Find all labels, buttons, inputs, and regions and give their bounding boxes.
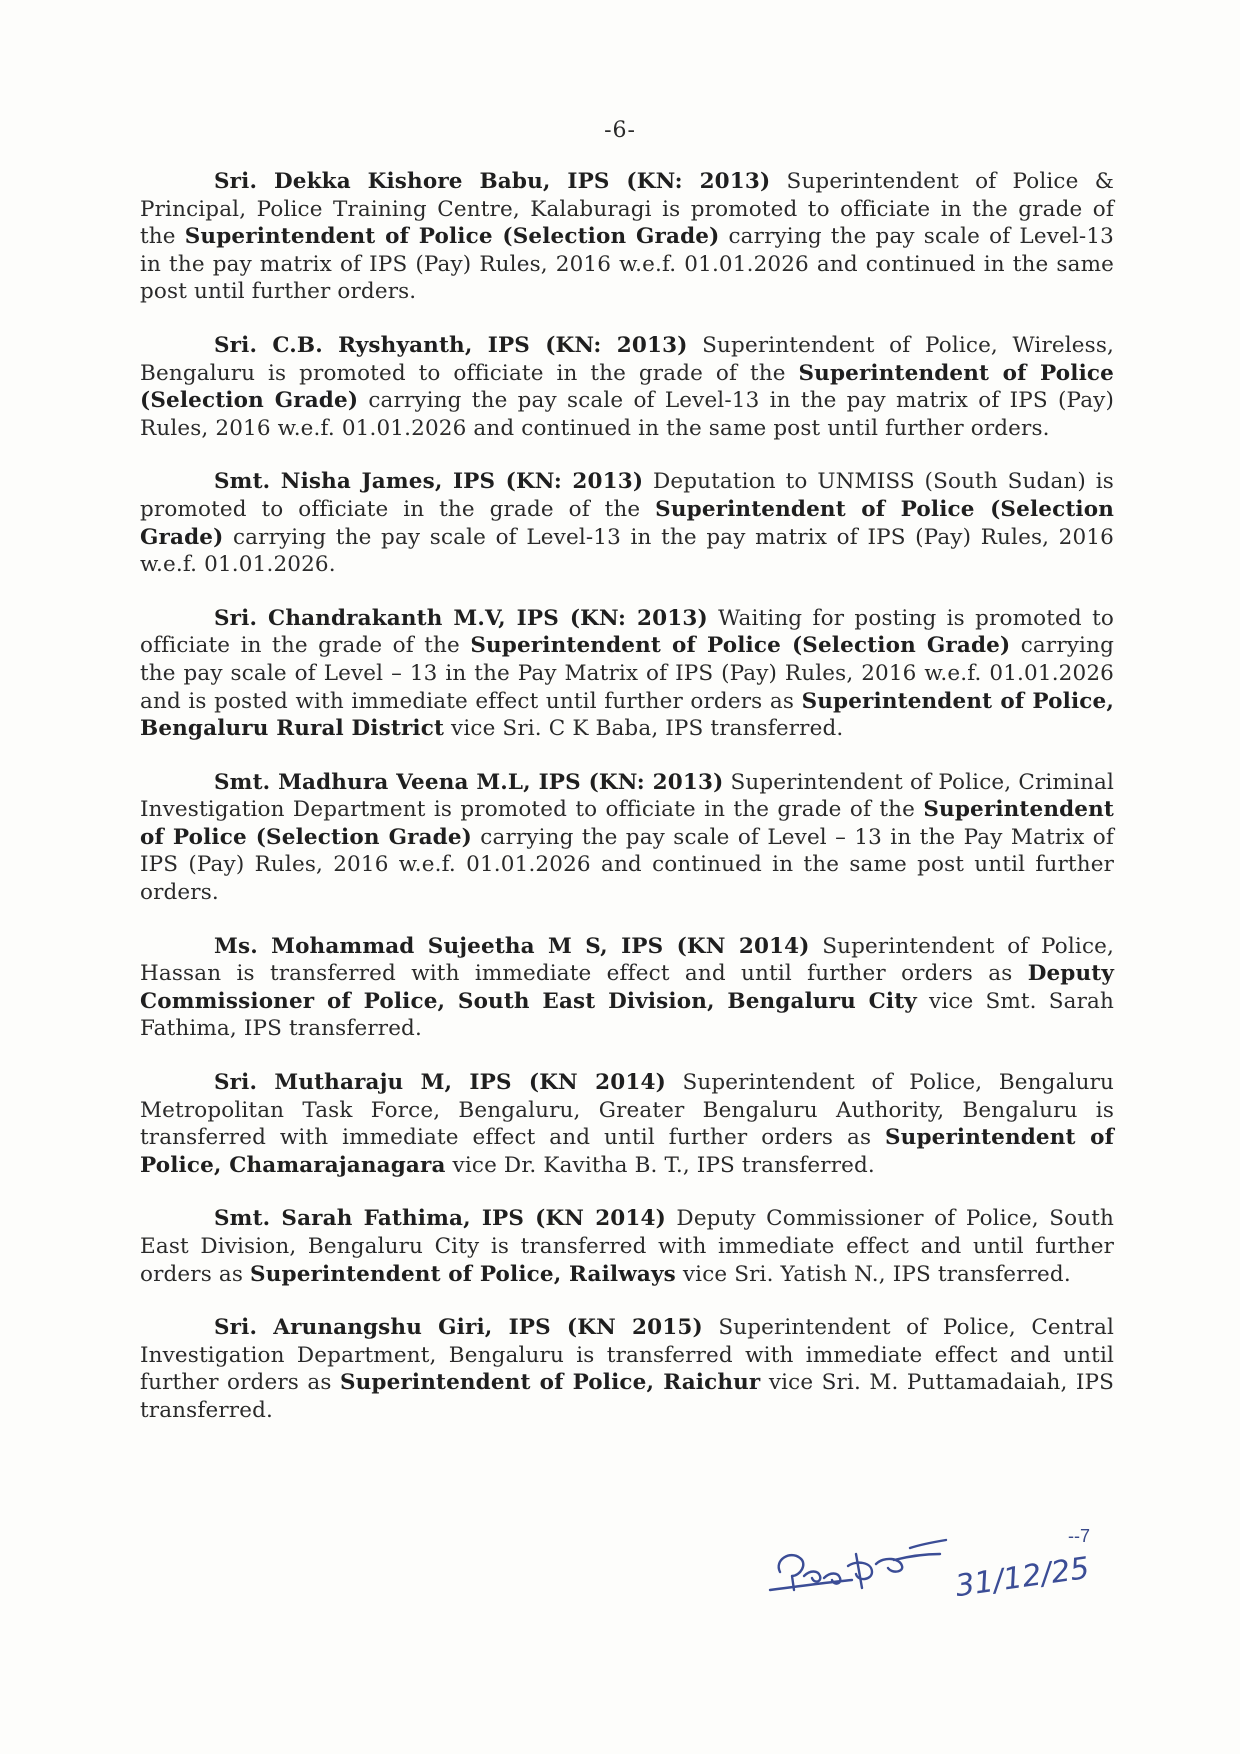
paragraph-text: carrying the pay scale of Level – 13 in the Pay Matrix of IPS (Pay) Rules, 2016 w.e.f. 01.01.2026 and is posted with immediate effect until further orders as	[140, 633, 1114, 714]
paragraph-text: Superintendent of Police, Bengaluru Metropolitan Task Force, Bengaluru, Greater Bengaluru Authority, Bengaluru is transferred with immediate effect and until further orders as	[140, 1070, 1115, 1151]
paragraph-text: vice Sri. C K Baba, IPS transferred.	[444, 716, 844, 742]
paragraph-text: Superintendent of Police, Hassan is transferred with immediate effect and until further orders as	[140, 933, 1114, 987]
paragraph-text: carrying the pay scale of Level – 13 in the Pay Matrix of IPS (Pay) Rules, 2016 w.e.f. 01.01.2026 and continued in the same post until further orders.	[140, 824, 1114, 906]
bold-text: Sri. Arunangshu Giri, IPS (KN 2015)	[214, 1315, 703, 1341]
order-paragraph	[140, 168, 1114, 306]
bold-text: Superintendent of Police (Selection Grade)	[184, 224, 720, 250]
paragraph-text: Superintendent of Police, Central Investigation Department, Bengaluru is transferred with immediate effect and until further orders as	[140, 1315, 1115, 1396]
bold-text: Superintendent of Police, Railways	[250, 1261, 676, 1287]
bold-text: Superintendent of Police (Selection Grade)	[470, 633, 1011, 659]
bold-text: Smt. Sarah Fathima, IPS (KN 2014)	[214, 1206, 666, 1232]
order-paragraph	[140, 468, 1114, 578]
bold-text: Sri. C.B. Ryshyanth, IPS (KN: 2013)	[214, 332, 688, 358]
paragraph-text: vice Smt. Sarah Fathima, IPS transferred.	[140, 988, 1114, 1042]
order-paragraph	[140, 769, 1114, 907]
paragraph-text: Deputation to UNMISS (South Sudan) is promoted to officiate in the grade of the	[140, 469, 1114, 522]
next-page-marker: --7	[1068, 1526, 1090, 1546]
bold-text: Superintendent of Police (Selection Grade)	[140, 496, 1115, 550]
paragraph-text: vice Dr. Kavitha B. T., IPS transferred.	[445, 1152, 875, 1178]
paragraph-text: Waiting for posting is promoted to officiate in the grade of the	[140, 605, 1114, 659]
bold-text: Superintendent of Police (Selection Grade)	[140, 797, 1114, 850]
bold-text: Smt. Madhura Veena M.L, IPS (KN: 2013)	[214, 769, 724, 795]
order-paragraph	[140, 933, 1114, 1043]
bold-text: Superintendent of Police, Raichur	[339, 1370, 761, 1396]
bold-text: Sri. Dekka Kishore Babu, IPS (KN: 2013)	[214, 169, 771, 194]
paragraph-text: Superintendent of Police, Wireless, Bengaluru is promoted to officiate in the grade of the	[140, 332, 1114, 386]
paragraph-text: vice Sri. M. Puttamadaiah, IPS transferred.	[140, 1370, 1114, 1423]
paragraph-text: Deputy Commissioner of Police, South East Division, Bengaluru City is transferred with immediate effect and until further orders as	[140, 1206, 1114, 1287]
order-paragraph	[140, 1314, 1114, 1424]
paragraph-text: carrying the pay scale of Level-13 in the pay matrix of IPS (Pay) Rules, 2016 w.e.f. 01.01.2026 and continued in the same post until further orders.	[140, 224, 1114, 305]
order-body	[140, 168, 1114, 1451]
bold-text: Sri. Mutharaju M, IPS (KN 2014)	[214, 1070, 666, 1096]
bold-text: Superintendent of Police (Selection Grade)	[140, 360, 1114, 414]
paragraph-text: carrying the pay scale of Level-13 in the pay matrix of IPS (Pay) Rules, 2016 w.e.f. 01.01.2026.	[140, 524, 1114, 578]
order-paragraph	[140, 1069, 1114, 1179]
signature-date: 31/12/25	[953, 1550, 1092, 1605]
bold-text: Superintendent of Police, Chamarajanagara	[140, 1125, 1114, 1178]
paragraph-text: vice Sri. Yatish N., IPS transferred.	[675, 1261, 1071, 1287]
paragraph-text: carrying the pay scale of Level-13 in the pay matrix of IPS (Pay) Rules, 2016 w.e.f. 01.01.2026 and continued in the same post until further orders.	[140, 388, 1114, 441]
bold-text: Smt. Nisha James, IPS (KN: 2013)	[214, 469, 644, 495]
bold-text: Ms. Mohammad Sujeetha M S, IPS (KN 2014)	[214, 933, 810, 959]
order-paragraph	[140, 332, 1114, 442]
order-paragraph	[140, 605, 1114, 743]
order-paragraph	[140, 1205, 1114, 1288]
paragraph-text: Superintendent of Police & Principal, Police Training Centre, Kalaburagi is promoted to officiate in the grade of the	[140, 169, 1114, 250]
bold-text: Sri. Chandrakanth M.V, IPS (KN: 2013)	[214, 605, 708, 631]
bold-text: Superintendent of Police, Bengaluru Rural District	[140, 688, 1114, 742]
paragraph-text: Superintendent of Police, Criminal Investigation Department is promoted to officiate in the grade of the	[140, 769, 1114, 823]
bold-text: Deputy Commissioner of Police, South East Division, Bengaluru City	[140, 961, 1114, 1014]
page-number: -6-	[604, 118, 636, 143]
